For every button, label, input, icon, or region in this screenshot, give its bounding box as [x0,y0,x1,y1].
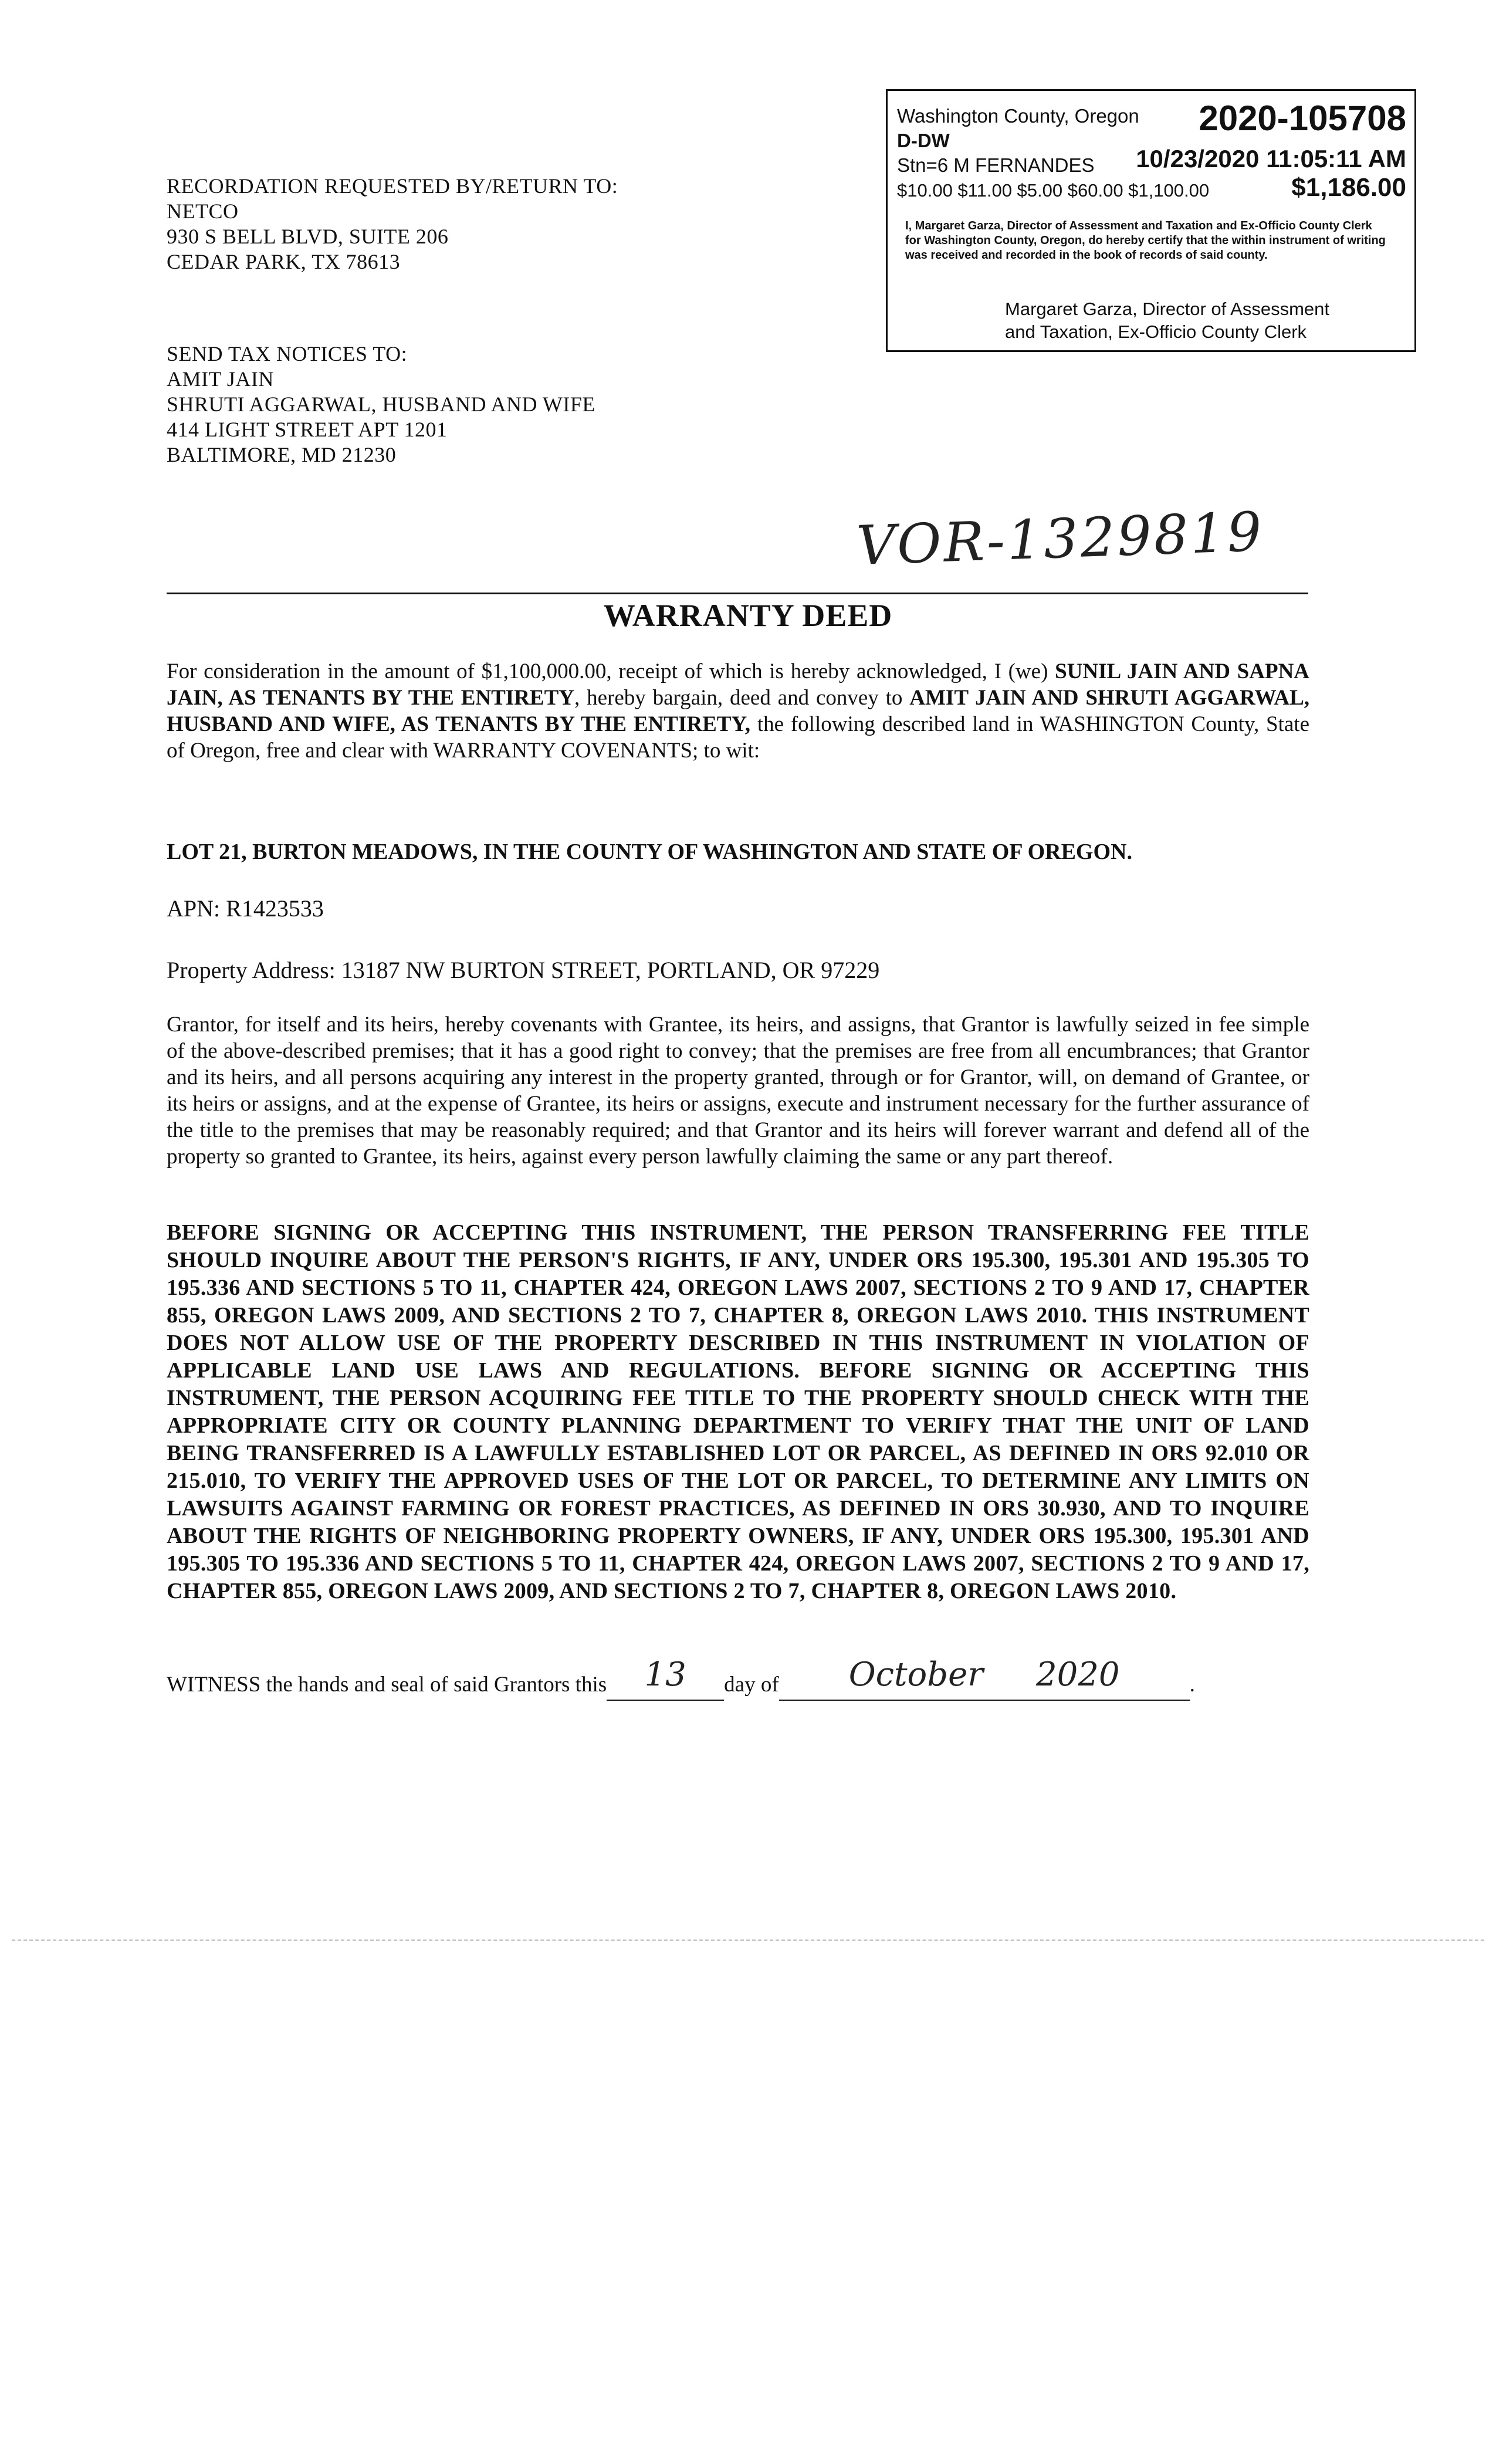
consideration-paragraph [167,658,1309,764]
stamp-fees: $10.00 $11.00 $5.00 $60.00 $1,100.00 [897,180,1210,201]
witness-day-blank [607,1656,724,1701]
witness-month: October [848,1656,983,1694]
grantor-names: SUNIL JAIN AND SAPNA JAIN, AS TENANTS BY THE ENTIRETY [167,659,1310,710]
statutory-warning: BEFORE SIGNING OR ACCEPTING THIS INSTRUMENT, THE PERSON TRANSFERRING FEE TITLE SHOULD INQUIRE ABOUT THE PERSON'S RIGHTS, IF ANY, UNDER ORS 195.300, 195.301 AND 195.305 TO 195.336 AND SECTIONS 5 TO 11, CHAPTER 424, OREGON LAWS 2007, SECTIONS 2 TO 9 AND 17, CHAPTER 855, OREGON LAWS 2009, AND SECTIONS 2 TO 7, CHAPTER 8, OREGON LAWS 2010. THIS INSTRUMENT DOES NOT ALLOW USE OF THE PROPERTY DESCRIBED IN THIS INSTRUMENT IN VIOLATION OF APPLICABLE LAND USE LAWS AND REGULATIONS. BEFORE SIGNING OR ACCEPTING THIS INSTRUMENT, THE PERSON ACQUIRING FEE TITLE TO THE PROPERTY SHOULD CHECK WITH THE APPROPRIATE CITY OR COUNTY PLANNING DEPARTMENT TO VERIFY THAT THE UNIT OF LAND BEING TRANSFERRED IS A LAWFULLY ESTABLISHED LOT OR PARCEL, AS DEFINED IN ORS 92.010 OR 215.010, TO VERIFY THE APPROVED USES OF THE LOT OR PARCEL, TO DETERMINE ANY LIMITS ON LAWSUITS AGAINST FARMING OR FOREST PRACTICES, AS DEFINED IN ORS 30.930, AND TO INQUIRE ABOUT THE RIGHTS OF NEIGHBORING PROPERTY OWNERS, IF ANY, UNDER ORS 195.300, 195.301 AND 195.305 TO 195.336 AND SECTIONS 5 TO 11, CHAPTER 424, OREGON LAWS 2007, SECTIONS 2 TO 9 AND 17, CHAPTER 855, OREGON LAWS 2009, AND SECTIONS 2 TO 7, CHAPTER 8, OREGON LAWS 2010. [167,1220,1309,1603]
title-rule [167,593,1308,594]
recording-line: CEDAR PARK, TX 78613 [167,250,401,273]
stamp-document-number: 2020-105708 [1199,99,1406,138]
recording-stamp [886,89,1416,352]
stamp-signer-line2: and Taxation, Ex-Officio County Clerk [1005,321,1307,342]
recording-line: NETCO [167,199,239,223]
tax-notices-line: AMIT JAIN [167,367,274,391]
witness-date-blank [779,1656,1190,1701]
stamp-signer [1005,297,1404,343]
recording-requested-block [167,174,618,275]
consideration-text: , hereby bargain, deed and convey to [574,686,910,710]
consideration-text: For consideration in the amount of $1,100,000.00, receipt of which is hereby acknowledged, I (we) [167,659,1055,683]
witness-year: 2020 [1036,1656,1120,1694]
stamp-station: Stn=6 M FERNANDES [897,154,1095,176]
consideration-text: the following described land in WASHINGTON County, State of Oregon, free and clear with WARRANTY COVENANTS; to wit: [167,712,1309,763]
tax-notices-heading: SEND TAX NOTICES TO: [167,342,408,365]
property-address: Property Address: 13187 NW BURTON STREET, PORTLAND, OR 97229 [167,957,880,983]
witness-suffix: . [1189,1673,1195,1697]
tax-notices-line: BALTIMORE, MD 21230 [167,443,397,466]
apn: APN: R1423533 [167,895,324,922]
stamp-datetime: 10/23/2020 11:05:11 AM [1136,145,1406,172]
legal-description: LOT 21, BURTON MEADOWS, IN THE COUNTY OF WASHINGTON AND STATE OF OREGON. [167,840,1132,864]
page-bottom-divider [12,1940,1484,1941]
handwritten-reference: VOR-1329819 [855,500,1265,578]
recording-heading: RECORDATION REQUESTED BY/RETURN TO: [167,174,618,198]
stamp-certification: I, Margaret Garza, Director of Assessment and Taxation and Ex-Officio County Clerk for Washington County, Oregon, do hereby certify that the within instrument of writing was received and recorded in the book of records of said county. [905,219,1386,262]
recording-line: 930 S BELL BLVD, SUITE 206 [167,225,449,248]
witness-middle: day of [724,1673,779,1697]
witness-day: 13 [644,1656,686,1694]
stamp-county: Washington County, Oregon [897,105,1139,127]
grantee-names: AMIT JAIN AND SHRUTI AGGARWAL, HUSBAND AND WIFE, AS TENANTS BY THE ENTIRETY, [167,686,1309,736]
stamp-signer-line1: Margaret Garza, Director of Assessment [1005,299,1330,319]
tax-notices-line: 414 LIGHT STREET APT 1201 [167,418,448,441]
stamp-total: $1,186.00 [1291,173,1406,202]
covenant-paragraph: Grantor, for itself and its heirs, hereby covenants with Grantee, its heirs, and assigns, that Grantor is lawfully seized in fee simple of the above-described premises; that it has a good right to convey; that the premises are free from all encumbrances; that Grantor and its heirs, and all persons acquiring any interest in the property granted, through or for Grantor, will, on demand of Grantee, or its heirs or assigns, and at the expense of Grantee, its heirs or assigns, execute and instrument necessary for the further assurance of the title to the premises that may be reasonably required; and that Grantor and its heirs will forever warrant and defend all of the property so granted to Grantee, its heirs, against every person lawfully claiming the same or any part thereof. [167,1013,1309,1169]
witness-line [167,1656,1195,1701]
document-title: WARRANTY DEED [603,598,893,633]
witness-prefix: WITNESS the hands and seal of said Grantors this [167,1673,607,1697]
tax-notices-line: SHRUTI AGGARWAL, HUSBAND AND WIFE [167,392,595,416]
stamp-doc-type: D-DW [897,130,950,151]
tax-notices-block [167,341,595,468]
